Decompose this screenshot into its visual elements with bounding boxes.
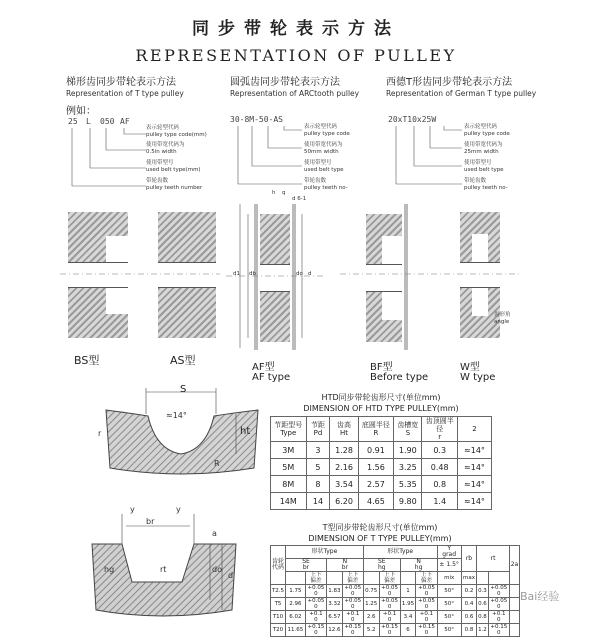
table-cell — [509, 585, 519, 598]
label-as: AS型 — [170, 354, 196, 367]
table-cell: 0.2 — [461, 585, 476, 598]
t-h-n-br: N br — [327, 559, 364, 572]
code-width: 050 — [100, 117, 115, 126]
code-arc: 30-8M-50-AS — [230, 115, 283, 124]
table-cell: 6.02 — [286, 611, 306, 624]
table-cell: 0.6 — [461, 611, 476, 624]
htd-h-pd: 节距 Pd — [306, 417, 330, 442]
note-t-3: 使用带型号 used belt type(mm) — [146, 160, 201, 173]
table-row — [271, 611, 520, 624]
code-german: 20xT10x25W — [388, 115, 437, 124]
table-cell: T5 — [271, 598, 286, 611]
table-cell: +0.05 0 — [379, 585, 400, 598]
note-arc-2: 使用带宽代码为 50mm width — [304, 142, 343, 155]
table-cell — [509, 611, 519, 624]
label-bf-cn: BF型 — [370, 362, 393, 373]
table-cell: ≈14° — [458, 459, 492, 476]
note-german-1: 表示轮型代码 pulley type code — [464, 124, 510, 137]
table-cell: +0.1 0 — [416, 611, 437, 624]
page-title-cn: 同步带轮表示方法 — [192, 19, 400, 39]
table-cell: 9.80 — [394, 493, 422, 510]
t-tooth-drawing — [86, 500, 242, 624]
table-cell: +0.15 0 — [416, 624, 437, 637]
t-header-row-1 — [271, 546, 520, 559]
table-cell: +0.05 0 — [342, 598, 363, 611]
t-h-grad: Y grad — [437, 546, 461, 559]
table-cell: 50° — [437, 611, 461, 624]
table-cell: +0.05 0 — [342, 585, 363, 598]
table-cell: 0.8 — [477, 611, 489, 624]
section-arc-title-en: Representation of ARCtooth pulley — [230, 89, 360, 98]
htd-s-label: S — [180, 384, 187, 395]
t-h-n-hg: N hg — [400, 559, 437, 572]
dim-d: d — [308, 271, 312, 277]
section-t-title-en: Representation of T type pulley — [66, 89, 184, 98]
htd-table — [270, 416, 492, 510]
example-label: 例如： — [66, 106, 96, 117]
t-hg-label: hg — [104, 565, 115, 574]
table-cell: 2.16 — [330, 459, 358, 476]
table-cell: 8M — [271, 476, 307, 493]
table-cell: 上下 偏差 — [342, 572, 363, 585]
dim-db: db — [249, 271, 256, 277]
table-cell: +0.05 0 — [305, 598, 326, 611]
table-cell — [400, 572, 416, 585]
table-cell: +0.1 0 — [305, 611, 326, 624]
dim-d61: d 6-1 — [292, 196, 307, 202]
t-h-tol: ± 1.5° — [437, 559, 461, 572]
table-cell: 0.91 — [358, 442, 394, 459]
t-h-se-br: SE br — [286, 559, 327, 572]
arc-leader-lines — [232, 124, 302, 194]
t-br-label: br — [146, 517, 155, 526]
htd-h-angle: 2 — [458, 417, 492, 442]
table-cell: 0.4 — [461, 598, 476, 611]
t-h-mix: mix — [437, 572, 461, 585]
section-t-title-cn: 梯形齿同步带轮表示方法 — [66, 77, 176, 88]
table-cell: +0.05 0 — [416, 585, 437, 598]
table-cell: 3.25 — [394, 459, 422, 476]
table-cell: +0.15 0 — [379, 624, 400, 637]
htd-r-label: r — [98, 429, 102, 438]
table-cell: 上下 偏差 — [416, 572, 437, 585]
table-cell: 0.48 — [422, 459, 458, 476]
t-a-label: a — [212, 529, 217, 538]
table-cell: 1.2 — [477, 624, 489, 637]
table-cell: 0.3 — [477, 585, 489, 598]
page-title-en: REPRESENTATION OF PULLEY — [135, 46, 457, 65]
table-cell: 11.65 — [286, 624, 306, 637]
section-arc-title-cn: 圆弧齿同步带轮表示方法 — [230, 77, 340, 88]
dim-q: q — [282, 190, 286, 196]
table-cell: 2.57 — [358, 476, 394, 493]
centerline-1 — [60, 272, 220, 276]
table-cell: 3M — [271, 442, 307, 459]
table-cell: 12.6 — [327, 624, 343, 637]
german-leader-lines — [390, 124, 462, 194]
note-german-4: 带轮齿数 pulley teeth no- — [464, 178, 508, 191]
table-cell: 5.2 — [363, 624, 379, 637]
t-h-rb: rb — [461, 546, 476, 572]
centerline-2 — [340, 272, 520, 276]
table-cell: 0.8 — [422, 476, 458, 493]
t-h-code: 齿轮 代码 — [271, 546, 286, 585]
table-cell — [509, 624, 519, 637]
table-cell: 8 — [306, 476, 330, 493]
t-y1-label: y — [130, 505, 135, 514]
label-af-en: AF type — [252, 372, 291, 383]
table-cell: 0.3 — [422, 442, 458, 459]
table-cell: +0.15 0 — [488, 624, 509, 637]
code-belt: L — [86, 117, 91, 126]
htd-angle-label: ≈14° — [166, 411, 187, 420]
htd-h-type: 节距型号 Type — [271, 417, 307, 442]
label-w-en: W type — [460, 372, 496, 383]
label-bs: BS型 — [74, 354, 100, 367]
note-arc-3: 使用带型号 used belt type — [304, 160, 344, 173]
table-cell: +0.1 0 — [342, 611, 363, 624]
section-german-title-cn: 西德T形齿同步带轮表示方法 — [386, 77, 513, 88]
htd-h-R: 底圆半径 R — [358, 417, 394, 442]
table-cell: 1.90 — [394, 442, 422, 459]
htd-table-title-cn: HTD同步带轮齿形尺寸(单位mm) — [321, 393, 441, 402]
table-row — [271, 442, 492, 459]
table-row — [271, 493, 492, 510]
note-t-4: 带轮齿数 pulley teeth number — [146, 178, 203, 191]
label-w-cn: W型 — [460, 362, 480, 373]
table-cell: 5.35 — [394, 476, 422, 493]
note-german-3: 使用带型号 used belt type — [464, 160, 504, 173]
table-cell: ≈14° — [458, 442, 492, 459]
table-cell: +0.05 0 — [416, 598, 437, 611]
note-t-2: 使用带宽代码为 0.5in width — [146, 142, 185, 155]
dim-h: h — [272, 190, 276, 196]
table-cell: 2.6 — [363, 611, 379, 624]
table-cell: 6.20 — [330, 493, 358, 510]
table-cell: 上下 偏差 — [379, 572, 400, 585]
note-t-1: 表示轮型代码 pulley type code(mm) — [146, 125, 207, 138]
code-teeth: 25 — [68, 117, 78, 126]
t-header-row-3 — [271, 572, 520, 585]
t-table-title-en: DIMENSION OF T TYPE PULLEY(mm) — [308, 534, 452, 543]
note-arc-1: 表示轮型代码 pulley type code — [304, 124, 350, 137]
table-cell: 50° — [437, 624, 461, 637]
table-cell: +0.05 0 — [305, 585, 326, 598]
note-german-2: 使用带宽代码为 25mm width — [464, 142, 503, 155]
table-cell: 1.75 — [286, 585, 306, 598]
table-cell: T20 — [271, 624, 286, 637]
htd-h-r: 齿顶圆半径 r — [422, 417, 458, 442]
htd-h-ht: 齿高 Ht — [330, 417, 358, 442]
label-af-cn: AF型 — [252, 362, 275, 373]
table-cell: +0.05 0 — [488, 585, 509, 598]
htd-R-label: R — [214, 459, 220, 468]
pulley-bf-drawing — [362, 196, 426, 356]
t-table — [270, 545, 520, 637]
section-german-title-en: Representation of German T type pulley — [386, 89, 537, 98]
table-cell: 3.4 — [400, 611, 416, 624]
t-d-label: d — [228, 571, 234, 580]
table-cell: 3.32 — [327, 598, 343, 611]
table-cell: ≈14° — [458, 493, 492, 510]
table-cell: 1.25 — [363, 598, 379, 611]
t-h-max: max — [461, 572, 476, 585]
table-cell: 4.65 — [358, 493, 394, 510]
table-cell — [286, 572, 306, 585]
t-h-se-hg: SE hg — [363, 559, 400, 572]
htd-header-row — [271, 417, 492, 442]
table-cell: 0.8 — [461, 624, 476, 637]
table-cell: T10 — [271, 611, 286, 624]
t-do-label: do — [212, 565, 222, 574]
table-row — [271, 476, 492, 493]
table-cell: 1.95 — [400, 598, 416, 611]
table-cell: 50° — [437, 598, 461, 611]
htd-ht-label: ht — [240, 426, 251, 437]
table-cell: 3.54 — [330, 476, 358, 493]
table-cell: 1 — [400, 585, 416, 598]
table-cell: 1.83 — [327, 585, 343, 598]
table-cell: 6 — [400, 624, 416, 637]
t-h-shape-n: 形状Type — [363, 546, 437, 559]
table-cell: 5 — [306, 459, 330, 476]
htd-h-S: 齿槽宽 S — [394, 417, 422, 442]
table-cell: +0.05 0 — [379, 598, 400, 611]
table-row — [271, 624, 520, 637]
table-cell: 0.75 — [363, 585, 379, 598]
note-arc-4: 带轮齿数 pulley teeth no- — [304, 178, 348, 191]
table-cell: 14M — [271, 493, 307, 510]
code-type: AF — [120, 117, 130, 126]
table-row — [271, 459, 492, 476]
table-cell: 6.57 — [327, 611, 343, 624]
table-cell: 5M — [271, 459, 307, 476]
table-row — [271, 598, 520, 611]
table-cell: +0.15 0 — [305, 624, 326, 637]
t-table-title-cn: T型同步带轮齿形尺寸(单位mm) — [322, 523, 438, 532]
table-cell — [327, 572, 343, 585]
t-y2-label: y — [176, 505, 181, 514]
table-cell: 1.56 — [358, 459, 394, 476]
table-cell: +0.05 0 — [488, 598, 509, 611]
table-cell: 上下 偏差 — [305, 572, 326, 585]
table-cell: +0.15 0 — [342, 624, 363, 637]
table-cell — [363, 572, 379, 585]
table-cell — [488, 572, 509, 585]
table-cell: 2.96 — [286, 598, 306, 611]
t-h-shape-se: 形状Type — [286, 546, 364, 559]
table-cell: 50° — [437, 585, 461, 598]
t-h-2a: 2a — [509, 546, 519, 585]
table-cell: ≈14° — [458, 476, 492, 493]
code-leader-lines — [66, 126, 146, 196]
table-cell: 1.4 — [422, 493, 458, 510]
table-cell: 0.6 — [477, 598, 489, 611]
table-cell: 3 — [306, 442, 330, 459]
watermark: Bai经验 — [520, 590, 560, 603]
label-bf-en: Before type — [370, 372, 429, 383]
table-cell: 14 — [306, 493, 330, 510]
table-cell — [509, 598, 519, 611]
htd-table-title-en: DIMENSION OF HTD TYPE PULLEY(mm) — [303, 404, 459, 413]
table-cell: +0.1 0 — [488, 611, 509, 624]
dim-d1: d1 — [233, 271, 240, 277]
t-rt-label: rt — [160, 565, 167, 574]
w-angle-note: 齿形角 angle — [494, 312, 511, 325]
t-h-rt: rt — [477, 546, 510, 572]
dim-do: do — [296, 271, 303, 277]
table-cell: +0.1 0 — [379, 611, 400, 624]
table-cell: T2.5 — [271, 585, 286, 598]
table-cell: 1.28 — [330, 442, 358, 459]
table-cell — [477, 572, 489, 585]
table-row — [271, 585, 520, 598]
